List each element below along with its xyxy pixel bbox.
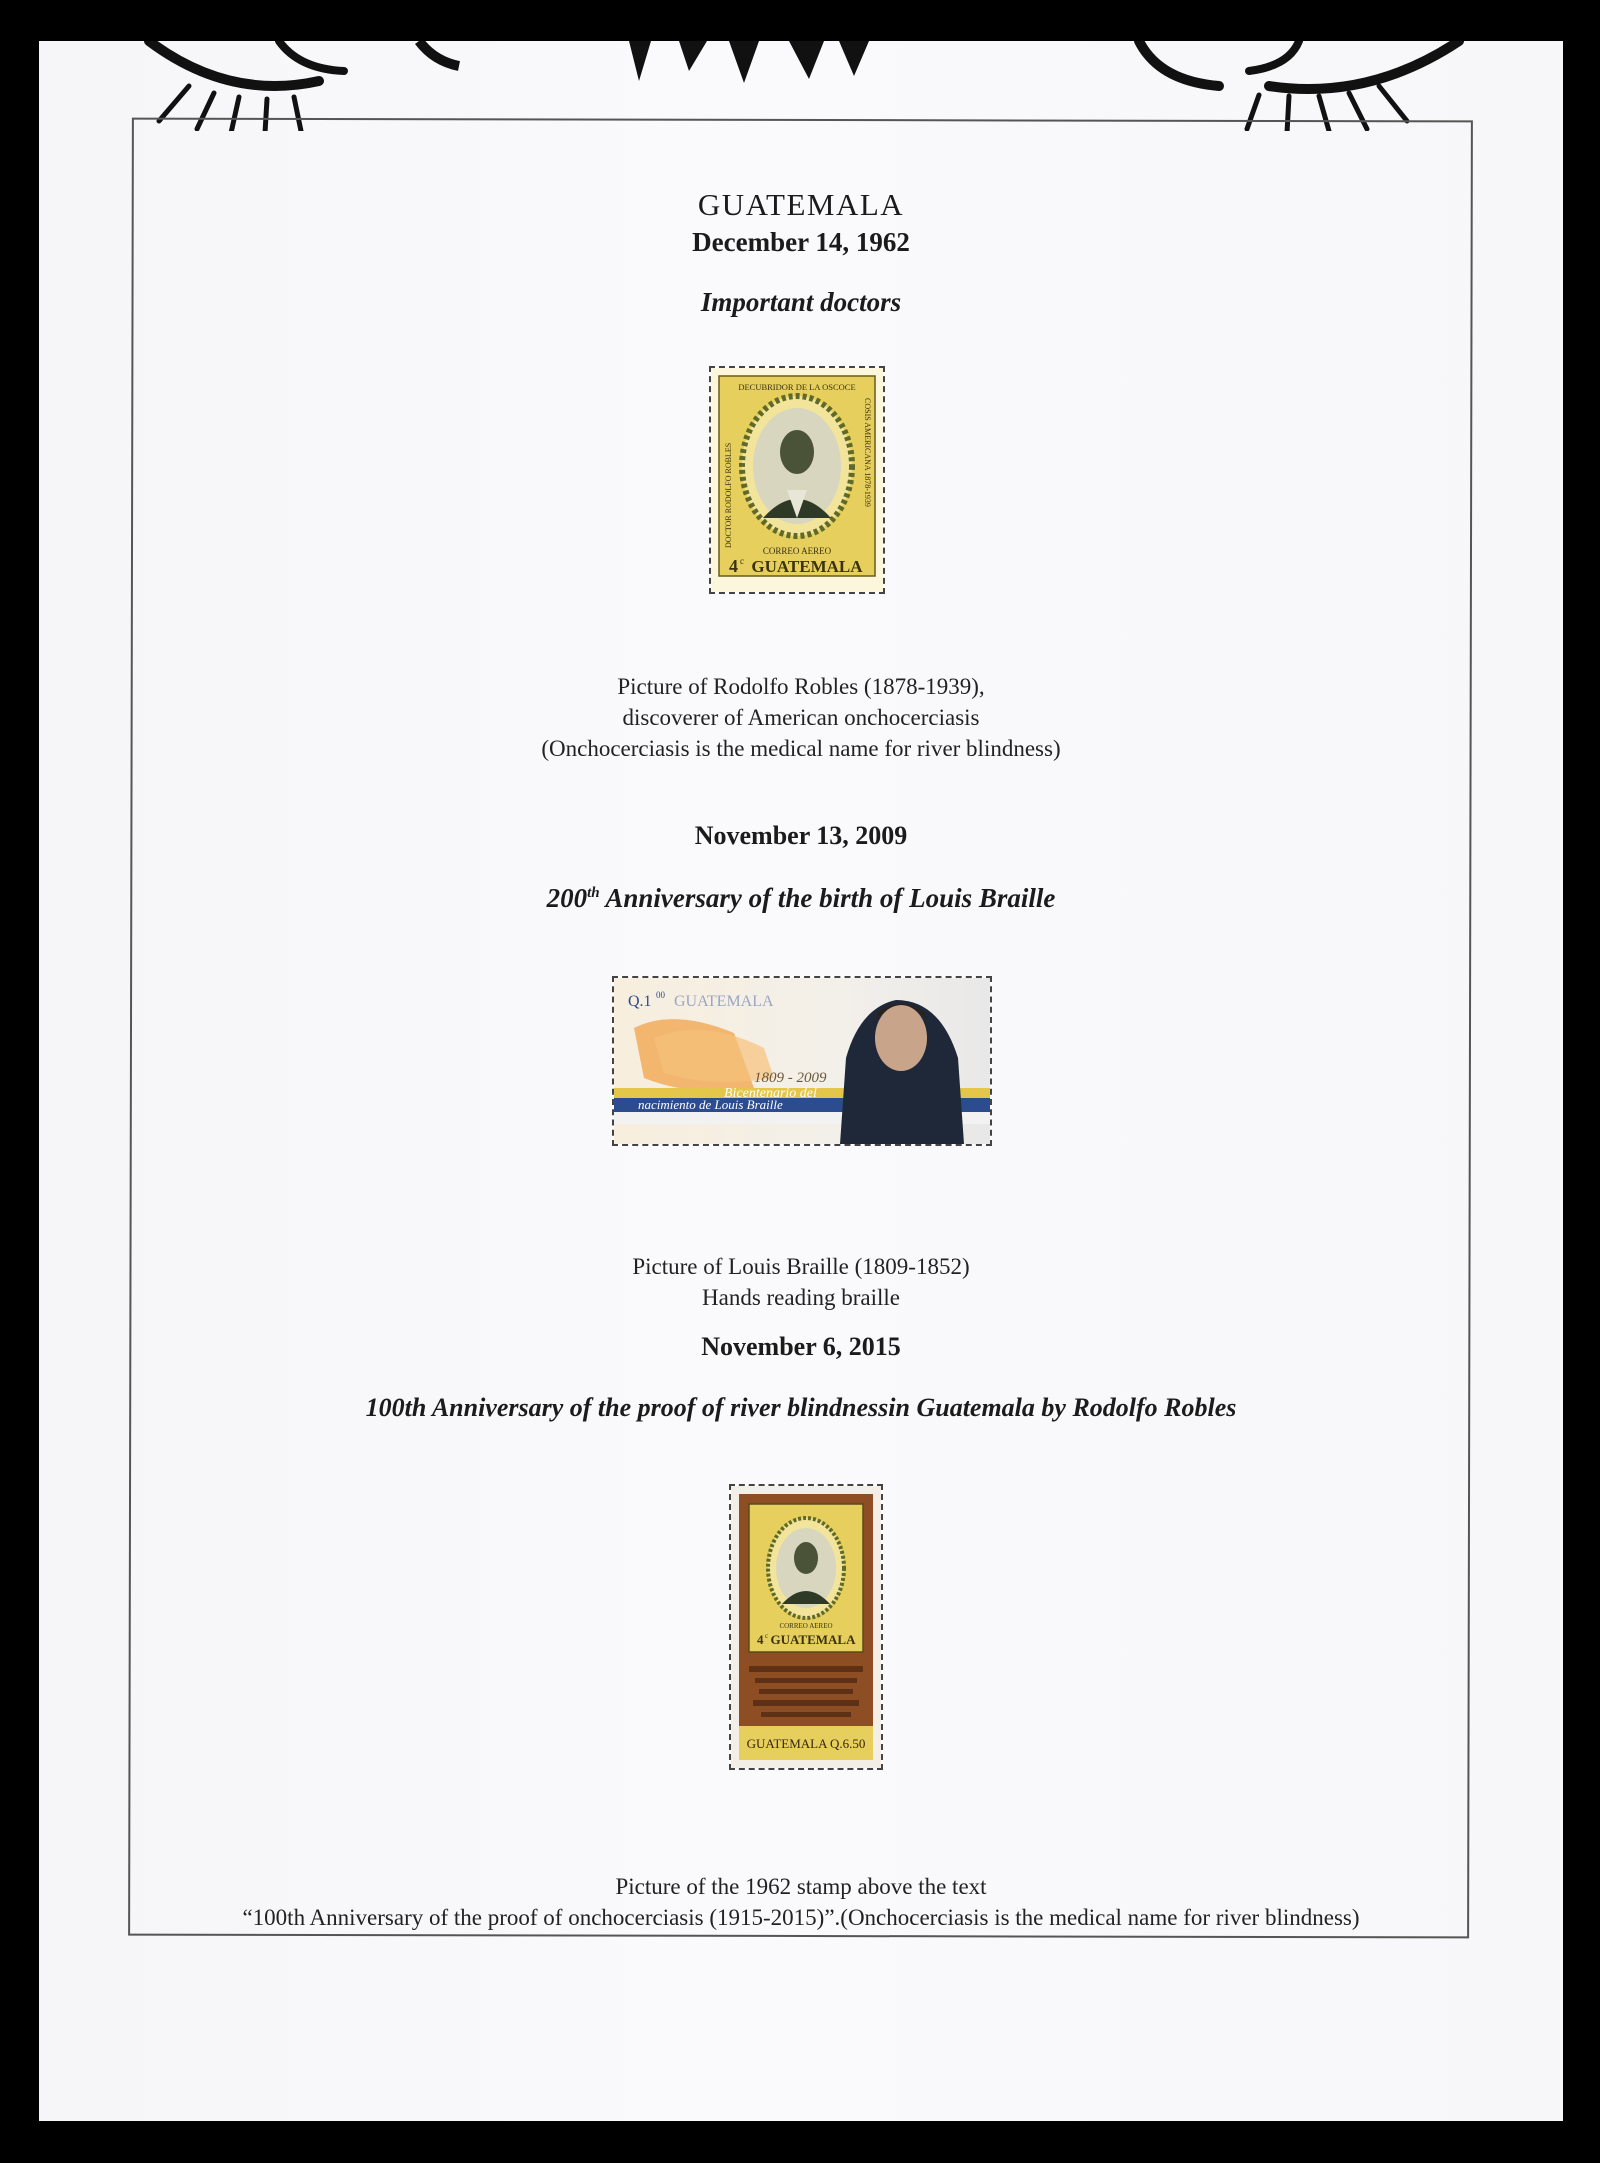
section1-date: December 14, 1962 [692,227,910,257]
album-page [39,41,1563,2121]
stamp-2009-country: GUATEMALA [674,993,774,1010]
section2-caption-line: Hands reading braille [702,1285,900,1310]
section3-caption [39,1871,1563,1933]
section1-caption-line: Picture of Rodolfo Robles (1878-1939), [617,674,985,699]
stamp-2015-inner-unit: c [765,1632,769,1640]
stamp-1962-country: GUATEMALA [751,557,863,576]
stamp-2009-years: 1809 - 2009 [754,1070,827,1086]
stamp-2009-value-decimals: 00 [656,990,665,1000]
stamp-2015-inner-country: GUATEMALA [770,1632,856,1647]
country-title: GUATEMALA [697,187,905,222]
section3-caption-line: Picture of the 1962 stamp above the text [615,1874,987,1899]
section1-caption-line: (Onchocerciasis is the medical name for river blindness) [541,736,1061,761]
stamp-1962-left-text: DOCTOR RODOLFO ROBLES [724,442,733,548]
stamp-2009-braille [612,976,992,1146]
stamp-1962-service: CORREO AEREO [762,546,832,556]
section2-subject [39,883,1563,914]
section1-subject: Important doctors [700,287,902,317]
section2-caption [39,1251,1563,1313]
stamp-1962-robles [709,366,885,594]
stamp-2009-line1: Bicentenario del [724,1086,817,1101]
section3-caption-line: “100th Anniversary of the proof of onchocerciasis (1915-2015)”.(Onchocerciasis is the medical name for river blindness) [242,1905,1360,1930]
stamp-2015-inner-service: CORREO AEREO [779,1622,833,1630]
stamp-1962-right-text: COSIS AMERICANA 1878-1939 [863,398,872,507]
stamp-2009-line2: nacimiento de Louis Braille [638,1097,783,1112]
section2-subject-text: Anniversary of the birth of Louis Braille [599,883,1056,913]
stamp-1962-value: 4 [729,556,738,576]
stamp-2015-robles [729,1484,883,1770]
section1-caption-line: discoverer of American onchocerciasis [622,705,980,730]
section2-subject-superscript: th [587,885,600,901]
stamp-2015-inner-value: 4 [757,1632,764,1647]
stamp-2015-bottom-label: GUATEMALA Q.6.50 [746,1736,866,1751]
stamp-2009-value: Q.1 [628,993,652,1010]
section2-date: November 13, 2009 [694,821,908,850]
section1-caption [39,671,1563,764]
section2-subject-number: 200 [546,883,588,913]
section2-caption-line: Picture of Louis Braille (1809-1852) [632,1254,970,1279]
section3-subject: 100th Anniversary of the proof of river blindnessin Guatemala by Rodolfo Robles [365,1393,1237,1422]
stamp-1962-top-text: DECUBRIDOR DE LA OSCOCE [738,382,856,392]
section3-date: November 6, 2015 [701,1332,901,1361]
stamp-1962-value-unit: c [740,556,744,566]
